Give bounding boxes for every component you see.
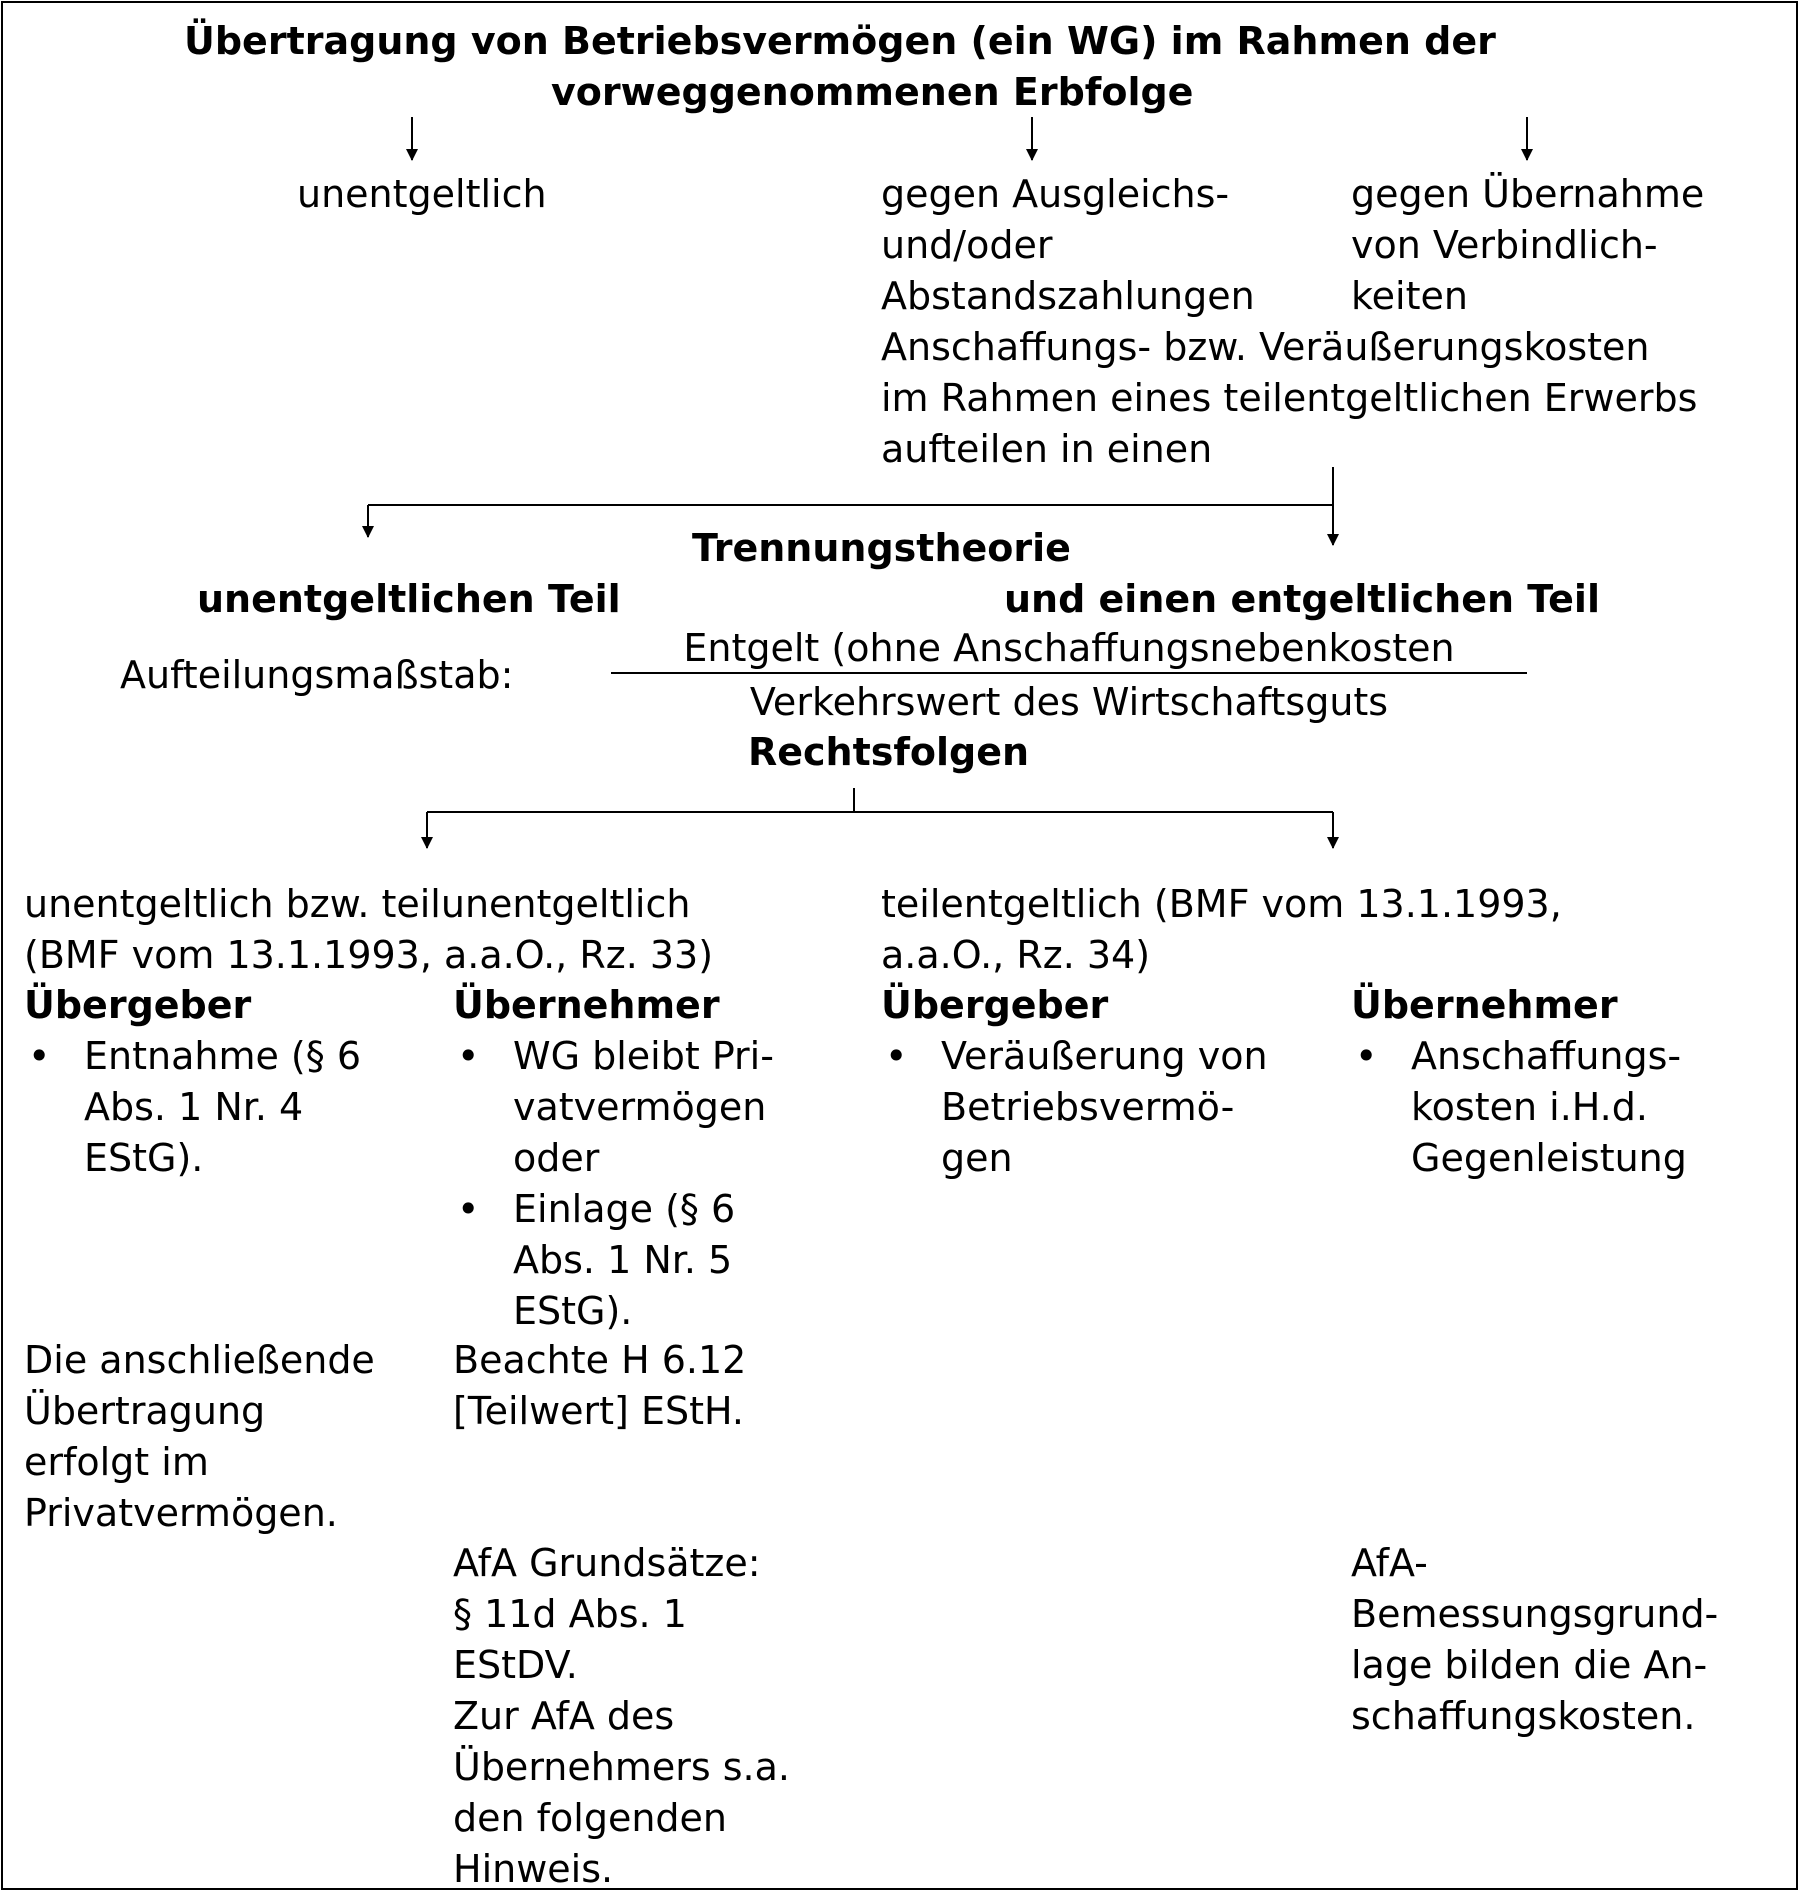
bullet-line: vatvermögen: [513, 1085, 767, 1129]
col4-bullets: [1351, 1031, 1771, 1184]
afa-line: EStDV.: [453, 1643, 578, 1687]
afa-line: Bemessungsgrund-: [1351, 1592, 1719, 1636]
bullet-line: • WG bleibt Pri-: [513, 1034, 774, 1078]
anschaffung-text: [881, 322, 1697, 475]
left-rechtsfolge-title: [24, 879, 713, 981]
left-rechtsfolge-line: (BMF vom 13.1.1993, a.a.O., Rz. 33): [24, 933, 714, 977]
branch-verbindlichkeiten-line: von Verbindlich-: [1351, 223, 1658, 267]
afa-line: lage bilden die An-: [1351, 1643, 1708, 1687]
col2-bullet: [453, 1184, 873, 1337]
branch-ausgleich-line: Abstandszahlungen: [881, 274, 1255, 318]
afa-line: Übernehmers s.a.: [453, 1745, 790, 1789]
col2-bullets: [453, 1031, 873, 1337]
col3-bullet: [881, 1031, 1321, 1184]
branch-ausgleich-line: gegen Ausgleichs-: [881, 172, 1230, 216]
col1-note: [24, 1335, 375, 1539]
branch-verbindlichkeiten: [1351, 169, 1704, 322]
col3-bullets: [881, 1031, 1321, 1184]
col2-afa: [453, 1538, 790, 1895]
afa-line: den folgenden: [453, 1796, 728, 1840]
col2-note: [453, 1335, 746, 1437]
rechtsfolgen-heading: Rechtsfolgen: [748, 730, 1030, 774]
left-rechtsfolge-line: unentgeltlich bzw. teilunentgeltlich: [24, 882, 691, 926]
afa-line: Hinweis.: [453, 1847, 614, 1891]
bullet-line: EStG).: [84, 1136, 204, 1180]
afa-line: § 11d Abs. 1: [453, 1592, 687, 1636]
bullet-line: Betriebsvermö-: [941, 1085, 1235, 1129]
title-line-2: vorweggenommenen Erbfolge: [551, 70, 1194, 114]
branch-verbindlichkeiten-line: gegen Übernahme: [1351, 172, 1705, 216]
note-line: Übertragung: [24, 1389, 266, 1433]
bullet-line: Abs. 1 Nr. 5: [513, 1238, 733, 1282]
branch-verbindlichkeiten-line: keiten: [1351, 274, 1468, 318]
afa-line: AfA Grundsätze:: [453, 1541, 761, 1585]
col4-afa: [1351, 1538, 1718, 1742]
anschaffung-line: aufteilen in einen: [881, 427, 1213, 471]
col1-bullets: [24, 1031, 424, 1184]
col1-bullet: [24, 1031, 424, 1184]
right-rechtsfolge-line: teilentgeltlich (BMF vom 13.1.1993,: [881, 882, 1562, 926]
title-line-1: Übertragung von Betriebsvermögen (ein WG) im Rahmen der: [184, 19, 1496, 63]
right-rechtsfolge-title: [881, 879, 1562, 981]
branch-ausgleich-line: und/oder: [881, 223, 1053, 267]
bullet-line: gen: [941, 1136, 1013, 1180]
bullet-line: kosten i.H.d.: [1411, 1085, 1648, 1129]
aufteilung-label: Aufteilungsmaßstab:: [120, 653, 514, 697]
col1-heading: Übergeber: [24, 983, 252, 1027]
branch-ausgleich: [881, 169, 1255, 322]
col4-heading: Übernehmer: [1351, 983, 1618, 1027]
anschaffung-line: Anschaffungs- bzw. Veräußerungskosten: [881, 325, 1650, 369]
bullet-line: • Einlage (§ 6: [513, 1187, 736, 1231]
note-line: Die anschließende: [24, 1338, 375, 1382]
bullet-line: • Entnahme (§ 6: [84, 1034, 362, 1078]
note-line: [Teilwert] EStH.: [453, 1389, 744, 1433]
col2-heading: Übernehmer: [453, 983, 720, 1027]
fraction-numerator: Entgelt (ohne Anschaffungsnebenkosten: [683, 626, 1455, 670]
note-line: Beachte H 6.12: [453, 1338, 747, 1382]
anschaffung-line: im Rahmen eines teilentgeltlichen Erwerbs: [881, 376, 1698, 420]
unentgeltlicher-teil: unentgeltlichen Teil: [197, 577, 621, 621]
entgeltlicher-teil: und einen entgeltlichen Teil: [1004, 577, 1600, 621]
bullet-line: oder: [513, 1136, 600, 1180]
col2-bullet: [453, 1031, 873, 1184]
note-line: Privatvermögen.: [24, 1491, 338, 1535]
bullet-line: EStG).: [513, 1289, 633, 1333]
bullet-line: • Anschaffungs-: [1411, 1034, 1682, 1078]
trennungstheorie-heading: Trennungstheorie: [692, 526, 1071, 570]
branch-unentgeltlich: unentgeltlich: [297, 172, 547, 216]
bullet-line: Abs. 1 Nr. 4: [84, 1085, 304, 1129]
afa-line: AfA-: [1351, 1541, 1428, 1585]
col4-bullet: [1351, 1031, 1771, 1184]
bullet-line: • Veräußerung von: [941, 1034, 1268, 1078]
note-line: erfolgt im: [24, 1440, 209, 1484]
afa-line: Zur AfA des: [453, 1694, 675, 1738]
fraction-denominator: Verkehrswert des Wirtschaftsguts: [749, 680, 1389, 724]
col3-heading: Übergeber: [881, 983, 1109, 1027]
bullet-line: Gegenleistung: [1411, 1136, 1687, 1180]
afa-line: schaffungskosten.: [1351, 1694, 1696, 1738]
right-rechtsfolge-line: a.a.O., Rz. 34): [881, 933, 1151, 977]
